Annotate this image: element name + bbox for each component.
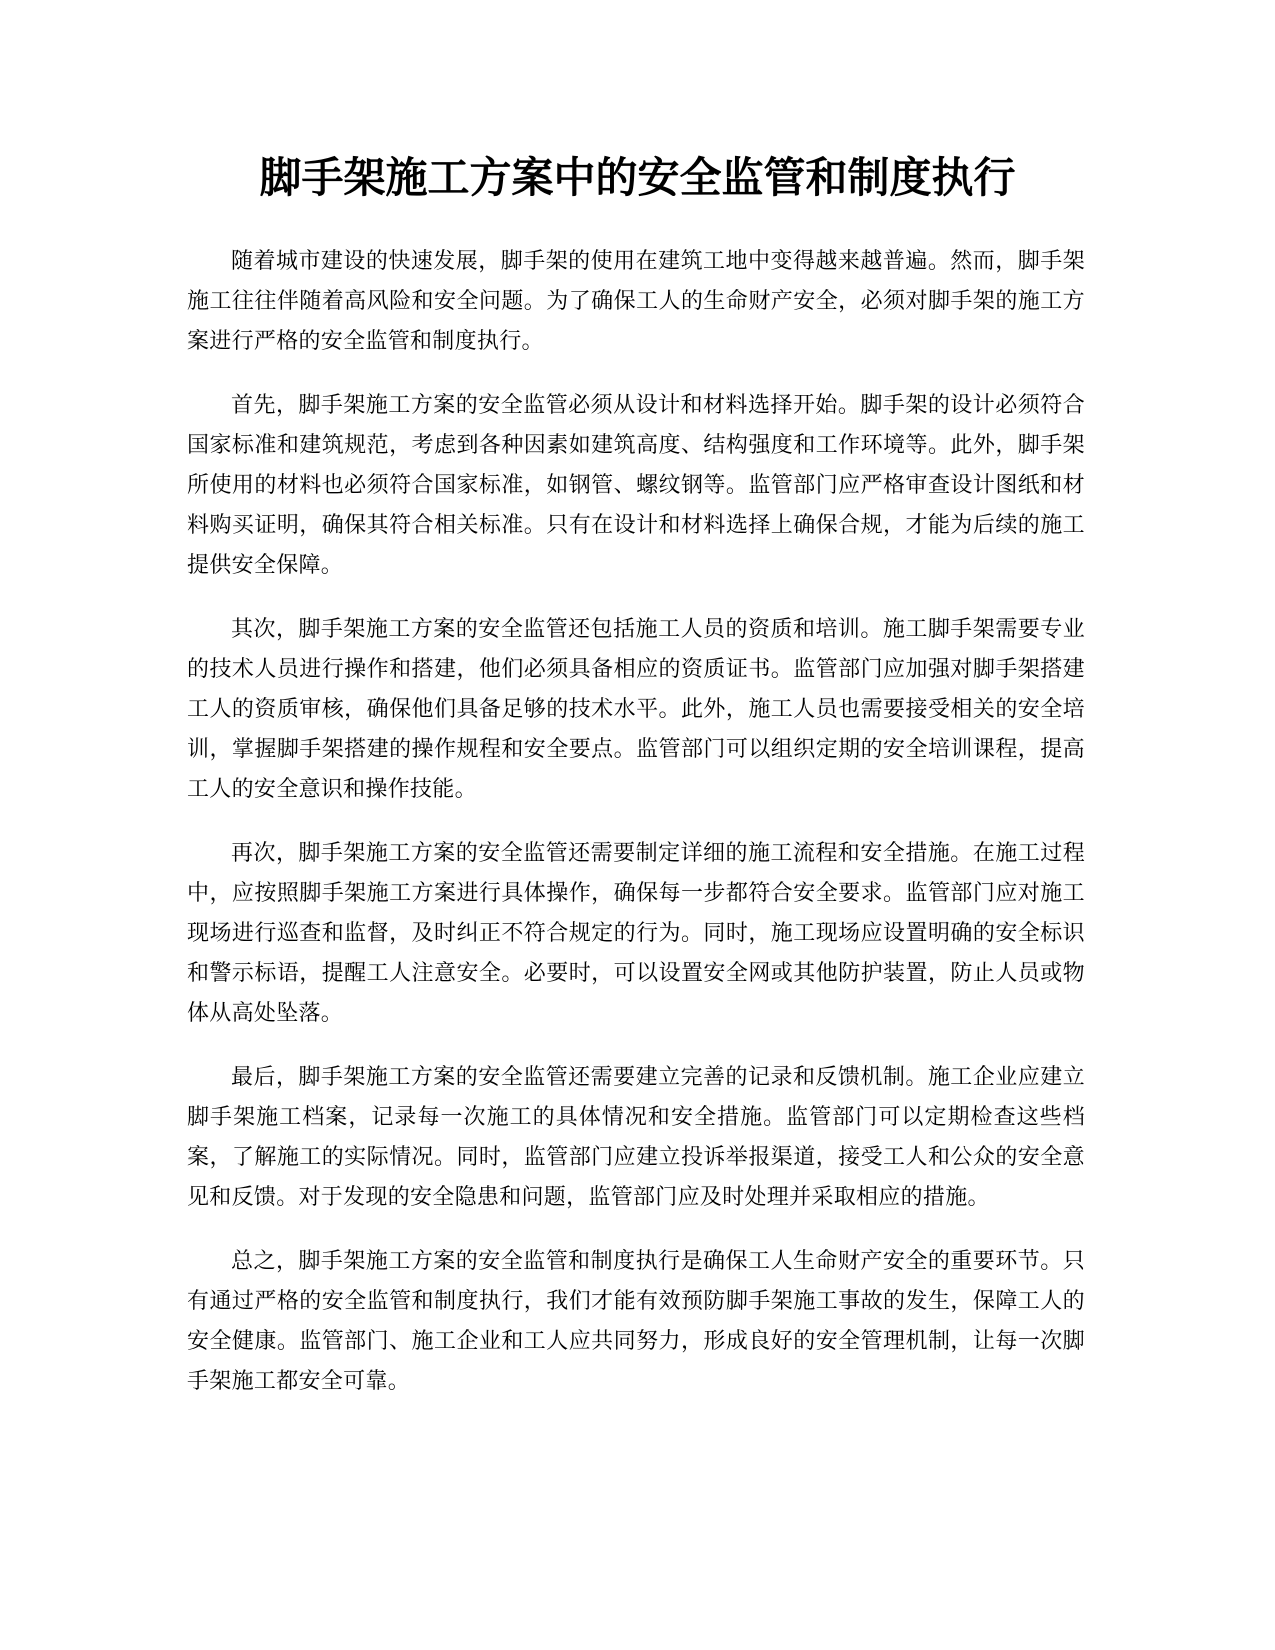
document-body [187,242,1085,1426]
paragraph-records-feedback: 最后，脚手架施工方案的安全监管还需要建立完善的记录和反馈机制。施工企业应建立脚手架施工档案，记录每一次施工的具体情况和安全措施。监管部门可以定期检查这些档案，了解施工的实际情况。同时，监管部门应建立投诉举报渠道，接受工人和公众的安全意见和反馈。对于发现的安全隐患和问题，监管部门应及时处理并采取相应的措施。 [187,1065,1085,1210]
paragraph-conclusion: 总之，脚手架施工方案的安全监管和制度执行是确保工人生命财产安全的重要环节。只有通过严格的安全监管和制度执行，我们才能有效预防脚手架施工事故的发生，保障工人的安全健康。监管部门、施工企业和工人应共同努力，形成良好的安全管理机制，让每一次脚手架施工都安全可靠。 [187,1249,1085,1394]
paragraph-process-measures: 再次，脚手架施工方案的安全监管还需要制定详细的施工流程和安全措施。在施工过程中，应按照脚手架施工方案进行具体操作，确保每一步都符合安全要求。监管部门应对施工现场进行巡查和监督，及时纠正不符合规定的行为。同时，施工现场应设置明确的安全标识和警示标语，提醒工人注意安全。必要时，可以设置安全网或其他防护装置，防止人员或物体从高处坠落。 [187,841,1085,1026]
paragraph-design-materials: 首先，脚手架施工方案的安全监管必须从设计和材料选择开始。脚手架的设计必须符合国家标准和建筑规范，考虑到各种因素如建筑高度、结构强度和工作环境等。此外，脚手架所使用的材料也必须符合国家标准，如钢管、螺纹钢等。监管部门应严格审查设计图纸和材料购买证明，确保其符合相关标准。只有在设计和材料选择上确保合规，才能为后续的施工提供安全保障。 [187,393,1085,578]
paragraph-intro: 随着城市建设的快速发展，脚手架的使用在建筑工地中变得越来越普遍。然而，脚手架施工往往伴随着高风险和安全问题。为了确保工人的生命财产安全，必须对脚手架的施工方案进行严格的安全监管和制度执行。 [187,249,1085,354]
document-title: 脚手架施工方案中的安全监管和制度执行 [259,153,1016,202]
paragraph-qualification-training: 其次，脚手架施工方案的安全监管还包括施工人员的资质和培训。施工脚手架需要专业的技术人员进行操作和搭建，他们必须具备相应的资质证书。监管部门应加强对脚手架搭建工人的资质审核，确保他们具备足够的技术水平。此外，施工人员也需要接受相关的安全培训，掌握脚手架搭建的操作规程和安全要点。监管部门可以组织定期的安全培训课程，提高工人的安全意识和操作技能。 [187,617,1085,802]
